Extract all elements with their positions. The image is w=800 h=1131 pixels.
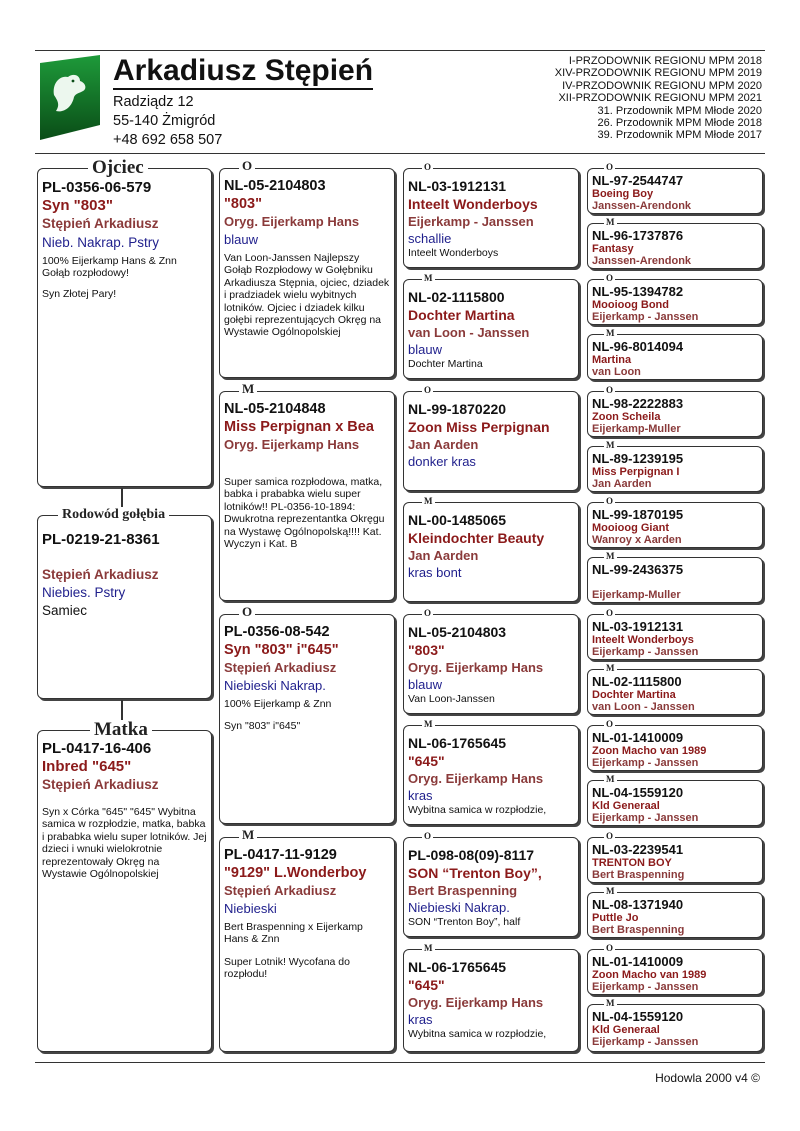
great-grandparent-card xyxy=(403,949,579,1052)
ancestor-breeder: Janssen-Arendonk xyxy=(592,255,692,267)
father-ring: PL-0356-06-579 xyxy=(42,179,152,196)
ancestor-breeder: Eijerkamp-Muller xyxy=(592,589,681,601)
footer-credit: Hodowla 2000 v4 © xyxy=(655,1071,760,1085)
matka-marker: M xyxy=(606,774,615,784)
great-grandparent-card xyxy=(403,837,579,937)
mother-note: Syn x Córka "645" "645" Wybitna samica w rozpłodzie, matka, babka i prababka wielu super lotników. Jej dzieci i wnuki wielokrotnie reprezentowały Okręg na Wystawie Ogólnopolskiej xyxy=(42,806,207,881)
ggp-ring: NL-05-2104803 xyxy=(408,624,507,640)
ancestor-card xyxy=(587,614,763,660)
honor-item: IV-PRZODOWNIK REGIONU MPM 2020 xyxy=(562,79,762,92)
ggp-name: "645" xyxy=(408,753,445,769)
ancestor-breeder: Eijerkamp - Janssen xyxy=(592,646,699,658)
footer-rule xyxy=(35,1062,765,1063)
ancestor-name: TRENTON BOY xyxy=(592,857,672,869)
ggp-note: SON “Trenton Boy”, half xyxy=(408,916,521,928)
ancestor-ring: NL-01-1410009 xyxy=(592,954,684,969)
great-grandparent-card xyxy=(403,725,579,825)
matka-marker: M xyxy=(424,273,433,283)
ggp-ring: PL-098-08(09)-8117 xyxy=(408,847,535,863)
ancestor-name: Mooioog Giant xyxy=(592,522,669,534)
ggp-color: kras bont xyxy=(408,565,462,580)
ancestor-card xyxy=(587,1004,763,1052)
ggp-breeder: Oryg. Eijerkamp Hans xyxy=(408,771,544,786)
ancestor-card xyxy=(587,669,763,715)
ancestor-breeder: Eijerkamp - Janssen xyxy=(592,981,699,993)
ojciec-marker: O xyxy=(606,943,614,953)
ancestor-card xyxy=(587,837,763,883)
ojciec-marker: O xyxy=(239,606,255,618)
ancestor-ring: NL-04-1559120 xyxy=(592,785,684,800)
ancestor-ring: NL-01-1410009 xyxy=(592,730,684,745)
ancestor-card xyxy=(587,780,763,826)
ancestor-ring: NL-98-2222883 xyxy=(592,396,684,411)
ggp-name: Zoon Miss Perpignan xyxy=(408,419,550,435)
ancestor-name: Boeing Boy xyxy=(592,188,654,200)
ancestor-breeder: Eijerkamp - Janssen xyxy=(592,812,699,824)
matka-marker: M xyxy=(606,886,615,896)
grandparent-note-2: Super Lotnik! Wycofana do rozpłodu! xyxy=(224,955,350,981)
ancestor-card xyxy=(587,279,763,325)
grandparent-name: "9129" L.Wonderboy xyxy=(224,865,367,881)
honor-item: I-PRZODOWNIK REGIONU MPM 2018 xyxy=(568,55,762,67)
ggp-name: "645" xyxy=(408,977,445,993)
ancestor-card xyxy=(587,168,763,214)
ancestor-breeder: van Loon xyxy=(592,366,641,378)
matka-marker: M xyxy=(239,829,257,841)
father-label: Ojciec xyxy=(88,158,148,178)
ancestor-ring: NL-89-1239195 xyxy=(592,451,684,466)
ojciec-marker: O xyxy=(424,162,432,172)
ancestor-name: Martina xyxy=(592,354,632,366)
subject-sex: Samiec xyxy=(42,603,88,618)
ojciec-marker: O xyxy=(606,831,614,841)
top-rule xyxy=(35,50,765,51)
header-rule xyxy=(35,153,765,154)
ancestor-ring: NL-08-1371940 xyxy=(592,897,684,912)
ggp-color: kras xyxy=(408,788,433,803)
matka-marker: M xyxy=(606,328,615,338)
matka-marker: M xyxy=(424,943,433,953)
ancestor-breeder: Janssen-Arendonk xyxy=(592,200,692,212)
pedigree-label: Rodowód gołębia xyxy=(58,507,169,522)
ggp-ring: NL-06-1765645 xyxy=(408,735,507,751)
ancestor-card xyxy=(587,223,763,269)
father-card xyxy=(37,168,212,487)
father-note: 100% Eijerkamp Hans & Znn Gołąb rozpłodowy! xyxy=(42,255,177,280)
ancestor-name: Fantasy xyxy=(592,243,634,255)
ancestor-card xyxy=(587,725,763,771)
ancestor-breeder: Eijerkamp - Janssen xyxy=(592,311,699,323)
grandparent-color: blauw xyxy=(224,232,258,247)
ojciec-marker: O xyxy=(424,831,432,841)
ggp-color: schallie xyxy=(408,231,452,246)
grandparent-breeder: Oryg. Eijerkamp Hans xyxy=(224,437,360,452)
ancestor-card xyxy=(587,949,763,995)
ancestor-name: Kld Generaal xyxy=(592,800,660,812)
ggp-color: blauw xyxy=(408,677,442,692)
ancestor-ring: NL-03-1912131 xyxy=(592,619,684,634)
ojciec-marker: O xyxy=(606,496,614,506)
ancestor-name: Miss Perpignan I xyxy=(592,466,680,478)
father-breeder: Stępień Arkadiusz xyxy=(42,216,159,231)
great-grandparent-card xyxy=(403,502,579,602)
ggp-note: Van Loon-Janssen xyxy=(408,693,495,705)
ancestor-ring: NL-02-1115800 xyxy=(592,674,682,689)
great-grandparent-card xyxy=(403,614,579,714)
mother-breeder: Stępień Arkadiusz xyxy=(42,777,159,792)
ancestor-ring: NL-97-2544747 xyxy=(592,173,684,188)
father-name: Syn "803" xyxy=(42,197,113,214)
ancestor-ring: NL-99-1870195 xyxy=(592,507,684,522)
ancestor-name: Dochter Martina xyxy=(592,689,676,701)
ggp-breeder: Oryg. Eijerkamp Hans xyxy=(408,995,544,1010)
ggp-color: kras xyxy=(408,1012,433,1027)
ancestor-name: Puttle Jo xyxy=(592,912,639,924)
matka-marker: M xyxy=(606,217,615,227)
ojciec-marker: O xyxy=(424,608,432,618)
ojciec-marker: O xyxy=(424,385,432,395)
ancestor-name: Kld Generaal xyxy=(592,1024,660,1036)
matka-marker: M xyxy=(606,551,615,561)
ggp-ring: NL-03-1912131 xyxy=(408,178,507,194)
ancestor-name: Mooioog Bond xyxy=(592,299,669,311)
ggp-breeder: van Loon - Janssen xyxy=(408,325,530,340)
ggp-note: Inteelt Wonderboys xyxy=(408,247,499,259)
grandparent-breeder: Stępień Arkadiusz xyxy=(224,660,337,675)
grandparent-card xyxy=(219,391,395,601)
ancestor-card xyxy=(587,502,763,548)
ancestor-breeder: Jan Aarden xyxy=(592,478,652,490)
grandparent-ring: NL-05-2104848 xyxy=(224,401,326,417)
ojciec-marker: O xyxy=(606,385,614,395)
ggp-breeder: Jan Aarden xyxy=(408,548,479,563)
ojciec-marker: O xyxy=(606,719,614,729)
ancestor-name: Zoon Scheila xyxy=(592,411,661,423)
matka-marker: M xyxy=(424,496,433,506)
father-color: Nieb. Nakrap. Pstry xyxy=(42,235,160,250)
grandparent-note: Van Loon-Janssen Najlepszy Gołąb Rozpłodowy w Gołębniku Arkadiusza Stępnia, ojciec, dziadek i pradziadek wielu wybitnych lotników. Ojciec i dziadek kilku gołębi reprezentujących Okręg na Wystawie Ogólnopolskiej xyxy=(224,252,390,339)
subject-card xyxy=(37,515,212,699)
ancestor-name: Zoon Macho van 1989 xyxy=(592,745,707,757)
ancestor-ring: NL-96-8014094 xyxy=(592,339,684,354)
ggp-name: SON “Trenton Boy”, xyxy=(408,865,542,881)
ggp-name: "803" xyxy=(408,642,445,658)
ojciec-marker: O xyxy=(239,160,255,172)
ggp-name: Kleindochter Beauty xyxy=(408,530,545,546)
grandparent-card xyxy=(219,614,395,824)
ggp-color: donker kras xyxy=(408,454,476,469)
ancestor-breeder: van Loon - Janssen xyxy=(592,701,695,713)
matka-marker: M xyxy=(606,663,615,673)
grandparent-name: "803" xyxy=(224,196,262,212)
ojciec-marker: O xyxy=(606,608,614,618)
ggp-breeder: Eijerkamp - Janssen xyxy=(408,214,534,229)
grandparent-note: Bert Braspenning x Eijerkamp Hans & Znn xyxy=(224,921,363,946)
honor-item: XII-PRZODOWNIK REGIONU MPM 2021 xyxy=(558,92,762,105)
great-grandparent-card xyxy=(403,168,579,268)
ancestor-name: Zoon Macho van 1989 xyxy=(592,969,707,981)
owner-name: Arkadiusz Stępień xyxy=(113,55,373,90)
honor-item: 31. Przodownik MPM Młode 2020 xyxy=(597,104,762,117)
grandparent-color: Niebieski Nakrap. xyxy=(224,678,326,693)
subject-color: Niebies. Pstry xyxy=(42,585,126,600)
address-line-2: 55-140 Żmigród xyxy=(113,113,216,129)
grandparent-ring: PL-0417-11-9129 xyxy=(224,847,337,863)
subject-ring: PL-0219-21-8361 xyxy=(42,531,160,548)
grandparent-card xyxy=(219,168,395,378)
ancestor-card xyxy=(587,557,763,603)
ancestor-ring: NL-95-1394782 xyxy=(592,284,684,299)
matka-marker: M xyxy=(424,719,433,729)
mother-ring: PL-0417-16-406 xyxy=(42,740,152,757)
great-grandparent-card xyxy=(403,391,579,491)
honors-list xyxy=(555,55,762,142)
honor-item: XIV-PRZODOWNIK REGIONU MPM 2019 xyxy=(554,67,762,80)
grandparent-breeder: Oryg. Eijerkamp Hans xyxy=(224,214,360,229)
ggp-name: Inteelt Wonderboys xyxy=(408,196,538,212)
ggp-breeder: Jan Aarden xyxy=(408,437,479,452)
ancestor-ring: NL-99-2436375 xyxy=(592,562,684,577)
ggp-ring: NL-00-1485065 xyxy=(408,512,507,528)
phone-number: +48 692 658 507 xyxy=(113,132,223,148)
mother-label: Matka xyxy=(90,720,152,740)
ggp-name: Dochter Martina xyxy=(408,307,515,323)
ggp-ring: NL-02-1115800 xyxy=(408,289,505,305)
ancestor-breeder: Eijerkamp - Janssen xyxy=(592,757,699,769)
ancestor-breeder: Wanroy x Aarden xyxy=(592,534,682,546)
ancestor-name xyxy=(592,577,758,589)
ggp-breeder: Oryg. Eijerkamp Hans xyxy=(408,660,544,675)
ggp-ring: NL-99-1870220 xyxy=(408,401,507,417)
grandparent-color: Niebieski xyxy=(224,901,277,916)
ojciec-marker: O xyxy=(606,162,614,172)
grandparent-note: Super samica rozpłodowa, matka, babka i prababka wielu super lotników!! PL-0356-10-1894: Dwukrotna reprezentantka Okręgu na Wystawę Ogólnopolską!!!! Kat. Wyczyn i Kat. B xyxy=(224,476,385,551)
ancestor-ring: NL-03-2239541 xyxy=(592,842,684,857)
honor-item: 26. Przodownik MPM Młode 2018 xyxy=(597,117,762,130)
ancestor-breeder: Eijerkamp - Janssen xyxy=(592,1036,699,1048)
mother-name: Inbred "645" xyxy=(42,758,132,775)
grandparent-card xyxy=(219,837,395,1052)
ggp-note: Wybitna samica w rozpłodzie, xyxy=(408,804,547,816)
ojciec-marker: O xyxy=(606,273,614,283)
ancestor-card xyxy=(587,446,763,492)
ancestor-card xyxy=(587,391,763,437)
grandparent-note: 100% Eijerkamp & Znn xyxy=(224,698,332,710)
matka-marker: M xyxy=(606,998,615,1008)
ancestor-ring: NL-96-1737876 xyxy=(592,228,684,243)
ggp-breeder: Bert Braspenning xyxy=(408,883,518,898)
ancestor-breeder: Bert Braspenning xyxy=(592,924,685,936)
ancestor-name: Inteelt Wonderboys xyxy=(592,634,694,646)
matka-marker: M xyxy=(606,440,615,450)
grandparent-ring: PL-0356-08-542 xyxy=(224,624,330,640)
ancestor-ring: NL-04-1559120 xyxy=(592,1009,684,1024)
grandparent-note-2: Syn "803" i"645" xyxy=(224,720,301,733)
ggp-note: Wybitna samica w rozpłodzie, xyxy=(408,1028,547,1040)
grandparent-ring: NL-05-2104803 xyxy=(224,178,326,194)
ancestor-breeder: Bert Braspenning xyxy=(592,869,685,881)
ancestor-card xyxy=(587,334,763,380)
great-grandparent-card xyxy=(403,279,579,379)
ggp-color: Niebieski Nakrap. xyxy=(408,900,510,915)
matka-marker: M xyxy=(239,383,257,395)
ancestor-card xyxy=(587,892,763,938)
father-note-2: Syn Złotej Pary! xyxy=(42,287,117,300)
ggp-ring: NL-06-1765645 xyxy=(408,959,507,975)
pigeon-logo-icon xyxy=(40,55,100,140)
subject-breeder: Stępień Arkadiusz xyxy=(42,567,159,582)
mother-card xyxy=(37,730,212,1052)
ggp-note: Dochter Martina xyxy=(408,358,483,370)
grandparent-name: Syn "803" i"645" xyxy=(224,642,339,658)
address-line-1: Radziądz 12 xyxy=(113,94,194,110)
ggp-color: blauw xyxy=(408,342,442,357)
ancestor-breeder: Eijerkamp-Muller xyxy=(592,423,681,435)
grandparent-breeder: Stępień Arkadiusz xyxy=(224,883,337,898)
grandparent-name: Miss Perpignan x Bea xyxy=(224,419,374,435)
honor-item: 39. Przodownik MPM Młode 2017 xyxy=(597,129,762,142)
